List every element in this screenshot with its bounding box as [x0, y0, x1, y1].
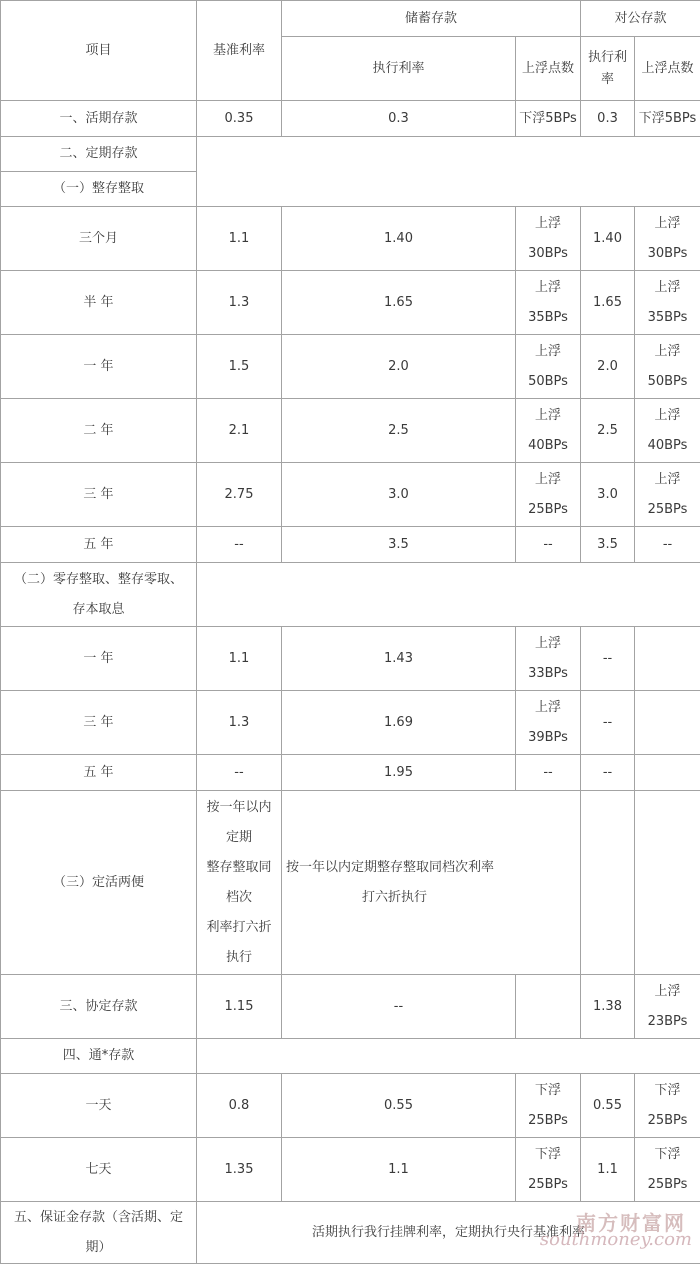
corp-float-cell [635, 1138, 700, 1202]
corp-exec-cell: 3.5 [581, 527, 635, 563]
row-label [1, 1202, 197, 1264]
table-row [1, 463, 700, 527]
table-row [1, 335, 700, 399]
exec-rate-cell: 2.5 [282, 399, 516, 463]
float-dir: 上浮 [637, 977, 698, 1007]
base-note-line: 档次 [199, 883, 279, 913]
row-label: 一 年 [1, 627, 197, 691]
row-label: 二 年 [1, 399, 197, 463]
row-label: 半 年 [1, 271, 197, 335]
corp-float-cell [635, 691, 700, 755]
table-row [1, 1039, 700, 1074]
row-label: 五 年 [1, 755, 197, 791]
empty-cell [197, 1039, 700, 1074]
float-cell: -- [516, 755, 581, 791]
exec-rate-cell: 3.0 [282, 463, 516, 527]
corp-float-cell [635, 271, 700, 335]
float-dir: 下浮 [637, 1076, 698, 1106]
float-bp: 35BPs [518, 303, 578, 333]
empty-cell [197, 137, 700, 207]
base-note-line: 整存整取同 [199, 853, 279, 883]
base-rate-cell: 2.75 [197, 463, 282, 527]
table-row [1, 627, 700, 691]
row-label-line: （二）零存整取、整存零取、 [3, 565, 194, 595]
row-label: 一、活期存款 [1, 101, 197, 137]
base-rate-cell: 1.35 [197, 1138, 282, 1202]
base-note-line: 按一年以内 [199, 793, 279, 823]
row-label: 三 年 [1, 691, 197, 755]
exec-rate-cell: 0.3 [282, 101, 516, 137]
float-bp: 25BPs [518, 1106, 578, 1136]
float-bp: 25BPs [637, 1170, 698, 1200]
watermark-cn: 南方财富网 [576, 1207, 686, 1236]
exec-note-line: 按一年以内定期整存整取同档次利率 [286, 853, 578, 883]
row-label: 三 年 [1, 463, 197, 527]
row-label-line: 存本取息 [3, 595, 194, 625]
float-cell: 下浮5BPs [516, 101, 581, 137]
table-row [1, 691, 700, 755]
base-rate-cell: 1.1 [197, 627, 282, 691]
watermark-en: southmoney.com [540, 1229, 692, 1250]
float-bp: 40BPs [518, 431, 578, 461]
corp-float-cell [635, 755, 700, 791]
float-cell [516, 335, 581, 399]
corp-exec-cell: 0.3 [581, 101, 635, 137]
float-dir: 上浮 [518, 465, 578, 495]
base-rate-cell: -- [197, 755, 282, 791]
corp-exec-cell: 2.0 [581, 335, 635, 399]
base-rate-cell: 1.3 [197, 271, 282, 335]
corp-exec-cell: 1.38 [581, 975, 635, 1039]
float-cell [516, 1138, 581, 1202]
exec-rate-cell: 1.95 [282, 755, 516, 791]
table-row [1, 1202, 700, 1264]
header-base-rate: 基准利率 [197, 1, 282, 101]
header-corp-exec-rate-text: 执行利率 [583, 47, 632, 91]
float-bp: 35BPs [637, 303, 698, 333]
header-corporate: 对公存款 [581, 1, 700, 37]
corp-exec-cell: 1.1 [581, 1138, 635, 1202]
float-cell [516, 975, 581, 1039]
corp-exec-cell: -- [581, 755, 635, 791]
corp-float-cell: 下浮5BPs [635, 101, 700, 137]
corp-exec-cell [581, 791, 635, 975]
float-cell [516, 1074, 581, 1138]
header-corp-exec-rate [581, 37, 635, 101]
corp-float-cell [635, 627, 700, 691]
float-bp: 25BPs [518, 495, 578, 525]
base-rate-cell: 1.1 [197, 207, 282, 271]
exec-rate-cell: 1.65 [282, 271, 516, 335]
float-cell [516, 691, 581, 755]
float-bp: 39BPs [518, 723, 578, 753]
corp-exec-cell: 0.55 [581, 1074, 635, 1138]
header-row-1 [1, 1, 700, 37]
base-note-line: 利率打六折 [199, 913, 279, 943]
corp-float-cell [635, 207, 700, 271]
base-rate-cell: 2.1 [197, 399, 282, 463]
exec-rate-cell: 2.0 [282, 335, 516, 399]
base-note-line: 执行 [199, 943, 279, 973]
base-note-line: 定期 [199, 823, 279, 853]
header-corp-float-bp: 上浮点数 [635, 37, 700, 101]
base-rate-cell: 0.8 [197, 1074, 282, 1138]
float-dir: 上浮 [637, 465, 698, 495]
row-label: 四、通*存款 [1, 1039, 197, 1074]
margin-note: 活期执行我行挂牌利率，定期执行央行基准利率 [197, 1202, 700, 1264]
float-dir: 上浮 [518, 209, 578, 239]
header-float-bp: 上浮点数 [516, 37, 581, 101]
exec-rate-cell: -- [282, 975, 516, 1039]
row-label: 五 年 [1, 527, 197, 563]
float-bp: 30BPs [637, 239, 698, 269]
base-rate-cell: 1.5 [197, 335, 282, 399]
corp-float-cell [635, 1074, 700, 1138]
float-dir: 上浮 [637, 209, 698, 239]
float-cell [516, 207, 581, 271]
base-rate-cell: 0.35 [197, 101, 282, 137]
base-rate-cell: 1.15 [197, 975, 282, 1039]
row-label: 二、定期存款 [1, 137, 197, 172]
row-label [1, 563, 197, 627]
corp-float-cell [635, 791, 700, 975]
float-cell [516, 627, 581, 691]
float-dir: 上浮 [518, 273, 578, 303]
corp-float-cell [635, 335, 700, 399]
exec-rate-cell: 1.1 [282, 1138, 516, 1202]
header-item: 项目 [1, 1, 197, 101]
row-label: 三个月 [1, 207, 197, 271]
base-rate-cell [197, 791, 282, 975]
float-bp: 33BPs [518, 659, 578, 689]
corp-exec-cell: -- [581, 627, 635, 691]
row-label: 一天 [1, 1074, 197, 1138]
float-cell: -- [516, 527, 581, 563]
float-dir: 下浮 [518, 1140, 578, 1170]
exec-rate-cell: 3.5 [282, 527, 516, 563]
table-row [1, 1074, 700, 1138]
table-row [1, 527, 700, 563]
corp-exec-cell: 1.40 [581, 207, 635, 271]
header-savings: 储蓄存款 [282, 1, 581, 37]
exec-rate-cell: 1.40 [282, 207, 516, 271]
float-bp: 25BPs [637, 1106, 698, 1136]
corp-float-cell [635, 975, 700, 1039]
corp-exec-cell: 3.0 [581, 463, 635, 527]
float-dir: 下浮 [637, 1140, 698, 1170]
float-dir: 下浮 [518, 1076, 578, 1106]
exec-note-line: 打六折执行 [286, 883, 578, 913]
table-row [1, 101, 700, 137]
corp-exec-cell: -- [581, 691, 635, 755]
float-cell [516, 399, 581, 463]
float-bp: 40BPs [637, 431, 698, 461]
corp-exec-cell: 1.65 [581, 271, 635, 335]
float-bp: 30BPs [518, 239, 578, 269]
row-label: 七天 [1, 1138, 197, 1202]
header-exec-rate: 执行利率 [282, 37, 516, 101]
float-bp: 25BPs [518, 1170, 578, 1200]
exec-rate-cell: 0.55 [282, 1074, 516, 1138]
float-cell [516, 463, 581, 527]
float-dir: 上浮 [518, 629, 578, 659]
base-rate-cell: -- [197, 527, 282, 563]
corp-float-cell [635, 399, 700, 463]
float-bp: 50BPs [637, 367, 698, 397]
table-row [1, 137, 700, 172]
corp-float-cell: -- [635, 527, 700, 563]
row-label: （三）定活两便 [1, 791, 197, 975]
table-row [1, 755, 700, 791]
table-row [1, 1138, 700, 1202]
exec-rate-cell: 1.43 [282, 627, 516, 691]
float-bp: 23BPs [637, 1007, 698, 1037]
float-dir: 上浮 [518, 401, 578, 431]
base-rate-cell: 1.3 [197, 691, 282, 755]
table-row [1, 271, 700, 335]
float-dir: 上浮 [637, 401, 698, 431]
table-row [1, 791, 700, 975]
float-bp: 50BPs [518, 367, 578, 397]
float-dir: 上浮 [518, 337, 578, 367]
float-bp: 25BPs [637, 495, 698, 525]
row-label: 一 年 [1, 335, 197, 399]
empty-cell [197, 563, 700, 627]
table-row [1, 975, 700, 1039]
row-label-line: 五、保证金存款（含活期、定 [3, 1203, 194, 1233]
row-label-line: 期） [3, 1233, 194, 1263]
float-dir: 上浮 [637, 273, 698, 303]
corp-float-cell [635, 463, 700, 527]
float-dir: 上浮 [518, 693, 578, 723]
table-row [1, 207, 700, 271]
table-row [1, 399, 700, 463]
exec-rate-cell [282, 791, 581, 975]
exec-rate-cell: 1.69 [282, 691, 516, 755]
row-label: （一）整存整取 [1, 172, 197, 207]
float-dir: 上浮 [637, 337, 698, 367]
corp-exec-cell: 2.5 [581, 399, 635, 463]
float-cell [516, 271, 581, 335]
table-row [1, 563, 700, 627]
row-label: 三、协定存款 [1, 975, 197, 1039]
